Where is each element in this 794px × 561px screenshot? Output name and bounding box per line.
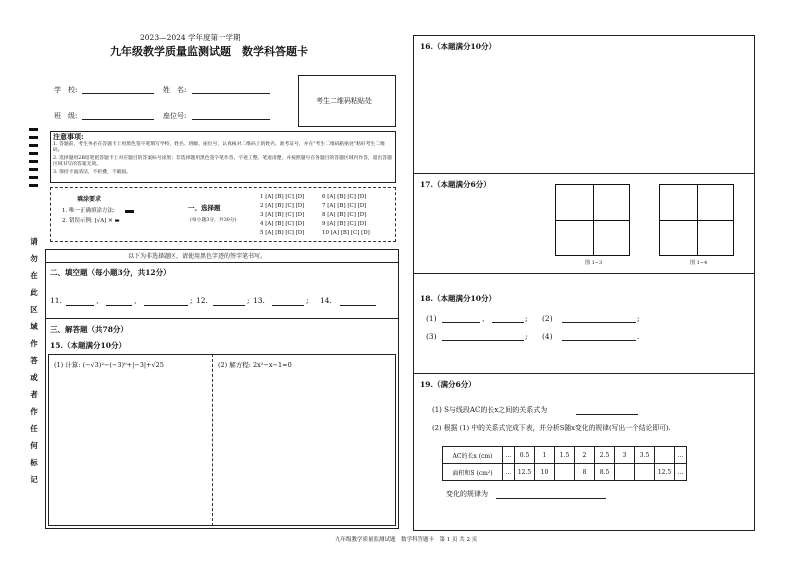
school-field[interactable] [82, 93, 154, 94]
q17-divider [413, 273, 755, 274]
table-cell: 面积和S (cm²) [443, 464, 503, 481]
q13-label: 13. [253, 296, 265, 305]
table-cell: 3.5 [635, 447, 655, 464]
choice-row-8[interactable]: 8 [A] [B] [C] [D] [322, 212, 367, 218]
table-cell: 12.5 [515, 464, 535, 481]
q14-label: 14. [320, 296, 332, 305]
table-row [443, 447, 687, 464]
choice-row-2[interactable]: 2 [A] [B] [C] [D] [260, 203, 305, 209]
answer-title: 三、解答题（共78分） [50, 325, 128, 334]
q12-answer[interactable] [213, 305, 245, 306]
q18-answer-1b[interactable] [492, 322, 524, 323]
name-field[interactable] [192, 93, 270, 94]
table-cell[interactable] [635, 464, 655, 481]
timing-mark [29, 128, 38, 131]
q18-answer-4[interactable] [562, 340, 636, 341]
choice-row-3[interactable]: 3 [A] [B] [C] [D] [260, 212, 305, 218]
q19-part2: (2) 根据 (1) 中的关系式完成下表，并分析S随x变化的规律(写出一个结论即可). [432, 424, 671, 432]
q15-answer-area[interactable] [48, 354, 396, 526]
timing-mark [29, 136, 38, 139]
table-cell: 12.5 [655, 464, 675, 481]
notice-item-3: 3. 保持卡面清洁，不折叠，不破损。 [53, 170, 132, 175]
seat-field[interactable] [192, 119, 270, 120]
fill-req-2: 2. 错误示例: [√A] ✕ ▬ [62, 218, 120, 224]
fill-blank-title: 二、填空题（每小题3分，共12分） [50, 268, 171, 277]
school-label: 学 校: [54, 86, 78, 94]
choice-row-6[interactable]: 6 [A] [B] [C] [D] [322, 194, 367, 200]
separator: . [637, 332, 640, 341]
q17-figure-1[interactable] [555, 184, 630, 256]
timing-mark [29, 144, 38, 147]
q12-label: 12. [196, 296, 208, 305]
side-warning: 请 勿 在 此 区 域 作 答 或 者 作 任 何 标 记 [30, 237, 38, 484]
choice-row-1[interactable]: 1 [A] [B] [C] [D] [260, 194, 305, 200]
q15-title: 15.（本题满分10分） [50, 341, 126, 350]
q18-part4: (4) [542, 332, 553, 341]
table-cell: 1 [535, 447, 555, 464]
q16-title: 16.（本题满分10分） [420, 42, 496, 51]
q17-fig2-caption: 图 1−4 [690, 260, 708, 266]
table-cell: 2.5 [595, 447, 615, 464]
table-cell: … [675, 447, 687, 464]
q11-label: 11. [50, 296, 62, 305]
separator: ; [247, 296, 250, 305]
q15-part1: (1) 计算: (−√3)²−(−3)⁰+|−3|+√25 [54, 361, 164, 369]
q18-answer-2[interactable] [562, 322, 636, 323]
q19-answer-1[interactable] [576, 414, 638, 415]
q18-answer-1a[interactable] [442, 322, 480, 323]
q13-answer[interactable] [272, 305, 304, 306]
q18-title: 18.（本题满分10分） [420, 294, 496, 303]
timing-mark [29, 184, 38, 187]
table-cell: 3 [615, 447, 635, 464]
timing-mark [29, 168, 38, 171]
choice-row-10[interactable]: 10 [A] [B] [C] [D] [322, 230, 370, 236]
q11-answer-2[interactable] [106, 305, 132, 306]
table-cell: 8 [575, 464, 595, 481]
q19-title: 19.（满分6分） [420, 380, 476, 389]
correct-fill-sample [125, 210, 134, 213]
choice-row-5[interactable]: 5 [A] [B] [C] [D] [260, 230, 305, 236]
q18-part3: (3) [426, 332, 437, 341]
q11-answer-1[interactable] [66, 305, 94, 306]
q19-table [442, 446, 687, 481]
choice-row-9[interactable]: 9 [A] [B] [C] [D] [322, 221, 367, 227]
year-line: 2023—2024 学年度第一学期 [140, 33, 241, 42]
q19-rule-answer[interactable] [496, 498, 606, 499]
separator: 、 [96, 296, 104, 305]
q18-part1: (1) [426, 314, 437, 323]
table-cell: 1.5 [555, 447, 575, 464]
timing-mark [29, 176, 38, 179]
notice-item-2: 2. 选择题用2B铅笔把答题卡上对应题目的答案标号涂黑；非选择题用黑色签字笔作答，字迹工整、笔迹清楚，并按照题号在各题目的答题区域内作答，超出答题区域书写的答案无效。 [53, 156, 392, 168]
choice-row-7[interactable]: 7 [A] [B] [C] [D] [322, 203, 367, 209]
q17-title: 17.（本题满分6分） [420, 180, 491, 189]
separator: 、 [482, 314, 490, 323]
separator: 、 [134, 296, 142, 305]
class-field[interactable] [82, 119, 154, 120]
table-cell: 0.5 [515, 447, 535, 464]
table-cell: 8.5 [595, 464, 615, 481]
q18-part2: (2) [542, 314, 553, 323]
separator: ; [525, 314, 528, 323]
table-cell[interactable] [655, 447, 675, 464]
seat-label: 座位号: [163, 112, 187, 120]
separator: ; [190, 296, 193, 305]
table-cell: … [503, 464, 515, 481]
timing-mark [29, 160, 38, 163]
fill-req-title: 填涂要求 [77, 196, 102, 203]
fill-req-1: 1. 唯一正确填涂方法: [62, 208, 115, 214]
q16-divider [413, 173, 755, 174]
q15-divider [212, 354, 213, 526]
q15-part2: (2) 解方程: 2x²−x−1=0 [218, 361, 292, 369]
table-cell[interactable] [555, 464, 575, 481]
table-cell[interactable] [615, 464, 635, 481]
q17-fig1-caption: 图 1−3 [585, 260, 603, 266]
page-title: 九年级教学质量监测试题 数学科答题卡 [110, 45, 308, 58]
q19-rule-label: 变化的规律为 [446, 490, 488, 498]
q18-divider [413, 373, 755, 374]
barcode-label: 考生二维码粘贴处 [316, 97, 372, 105]
choice-title: 一、选择题 [188, 204, 221, 212]
separator: ; [306, 296, 309, 305]
timing-mark [29, 152, 38, 155]
non-choice-note: 以下为非选择题区，请使用黑色字迹的签字笔书写。 [128, 253, 267, 260]
name-label: 姓 名: [163, 86, 187, 94]
separator: ; [637, 314, 640, 323]
table-cell: … [675, 464, 687, 481]
divider [45, 262, 399, 263]
class-label: 班 级: [54, 112, 78, 120]
table-cell: … [503, 447, 515, 464]
choice-note: (每小题3分，共30分) [190, 218, 237, 223]
page-footer: 九年级教学质量监测试题 数学科答题卡 第 1 页 共 2 页 [335, 537, 478, 543]
divider [45, 318, 399, 319]
separator: ; [525, 332, 528, 341]
notices-title: 注意事项: [53, 132, 84, 141]
table-cell: 2 [575, 447, 595, 464]
q18-answer-3[interactable] [442, 340, 524, 341]
notice-item-1: 1. 答题前，考生务必在答题卡上用黑色签字笔填写学校、姓名、班级、座位号，认真核对二维码上的姓名、准考证号，并在"考生二维码粘贴处"粘好考生二维码。 [53, 142, 385, 154]
table-cell: AC的长x (cm) [443, 447, 503, 464]
q11-answer-3[interactable] [144, 305, 188, 306]
q19-part1: (1) S与线段AC的长x之间的关系式为 [432, 406, 548, 414]
choice-row-4[interactable]: 4 [A] [B] [C] [D] [260, 221, 305, 227]
table-row [443, 464, 687, 481]
table-cell: 10 [535, 464, 555, 481]
q14-answer[interactable] [340, 305, 376, 306]
q17-figure-2[interactable] [659, 184, 734, 256]
